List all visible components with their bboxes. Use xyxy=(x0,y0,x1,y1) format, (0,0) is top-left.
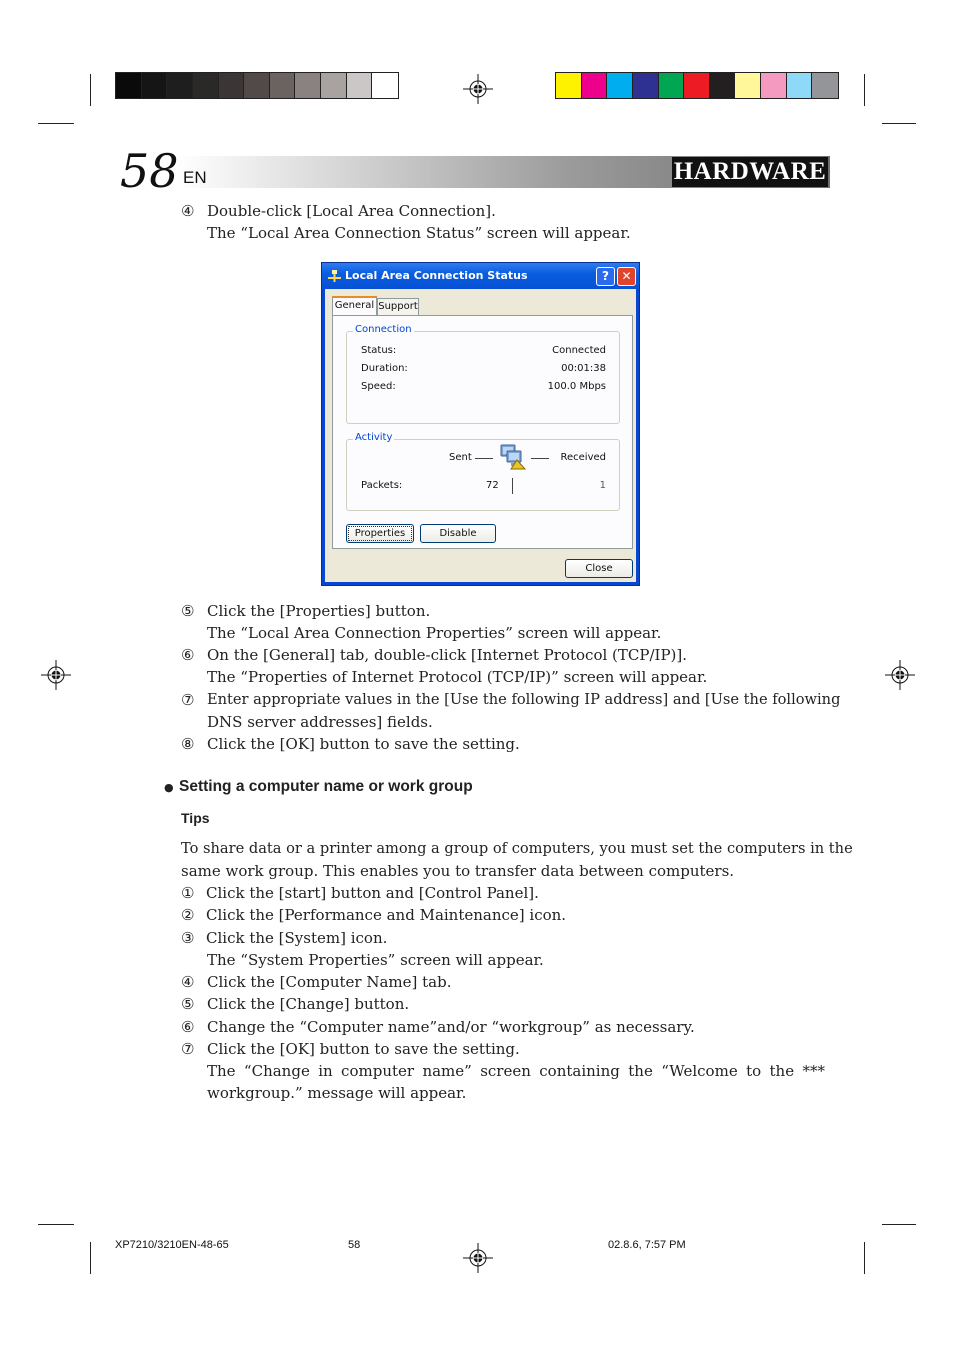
tips-label: Tips xyxy=(181,810,210,826)
tab-general[interactable]: General xyxy=(332,296,377,316)
color-swatch xyxy=(321,73,347,98)
footer-page: 58 xyxy=(348,1239,361,1251)
section-bullet: ● xyxy=(164,781,174,794)
activity-group-label: Activity xyxy=(355,432,393,443)
connection-group-label: Connection xyxy=(355,324,412,335)
packets-label: Packets: xyxy=(361,480,403,491)
step-text: The “Local Area Connection Status” screen will appear. xyxy=(207,224,631,242)
crop-mark xyxy=(882,1224,916,1225)
crop-mark xyxy=(90,74,91,106)
step-number: ④ xyxy=(181,202,195,220)
color-swatch xyxy=(270,73,296,98)
step-number: ⑦ xyxy=(181,1040,195,1058)
color-swatch xyxy=(295,73,321,98)
packets-sent-value: 72 xyxy=(486,480,499,491)
intro-text: To share data or a printer among a group of computers, you must set the computers in the xyxy=(181,840,853,857)
step-text: Enter appropriate values in the [Use the following IP address] and [Use the following xyxy=(207,691,841,708)
intro-text: same work group. This enables you to transfer data between computers. xyxy=(181,862,735,880)
page-number: 58 xyxy=(120,144,179,198)
crop-mark xyxy=(864,74,865,106)
grayscale-bar xyxy=(115,72,399,99)
step-text: The “System Properties” screen will appear. xyxy=(207,951,544,969)
close-button[interactable]: Close xyxy=(565,559,633,578)
color-swatch xyxy=(582,73,608,98)
close-window-button[interactable]: ✕ xyxy=(617,267,636,286)
crop-mark xyxy=(38,123,74,124)
speed-label: Speed: xyxy=(361,381,396,392)
step-number: ⑧ xyxy=(181,735,195,753)
registration-mark-icon xyxy=(41,660,71,690)
section-heading: Setting a computer name or work group xyxy=(179,778,473,795)
color-swatch xyxy=(633,73,659,98)
step-text: Click the [Properties] button. xyxy=(207,602,431,620)
crop-mark xyxy=(90,1242,91,1274)
color-swatch xyxy=(142,73,168,98)
tab-support[interactable]: Support xyxy=(377,298,419,316)
step-text: Click the [Computer Name] tab. xyxy=(207,973,452,991)
step-text: On the [General] tab, double-click [Internet Protocol (TCP/IP)]. xyxy=(207,646,688,664)
network-connection-icon xyxy=(327,269,342,283)
dialog-title: Local Area Connection Status xyxy=(345,269,528,282)
color-swatch xyxy=(684,73,710,98)
duration-label: Duration: xyxy=(361,363,408,374)
step-text: Click the [Performance and Maintenance] icon. xyxy=(206,906,567,924)
activity-group xyxy=(346,432,620,511)
step-text: Click the [OK] button to save the setting. xyxy=(207,1040,520,1058)
step-number: ① xyxy=(181,884,195,902)
color-swatch xyxy=(347,73,373,98)
local-area-connection-status-dialog xyxy=(321,262,640,586)
network-computers-icon xyxy=(497,443,527,471)
step-text: The “Local Area Connection Properties” screen will appear. xyxy=(207,624,662,642)
color-swatch xyxy=(219,73,245,98)
step-text: The “Properties of Internet Protocol (TCP/IP)” screen will appear. xyxy=(207,668,708,686)
step-number: ⑤ xyxy=(181,602,195,620)
color-swatch xyxy=(710,73,736,98)
color-swatch xyxy=(556,73,582,98)
step-number: ⑦ xyxy=(181,691,195,709)
color-swatch xyxy=(735,73,761,98)
step-number: ⑥ xyxy=(181,1018,195,1036)
help-button[interactable]: ? xyxy=(596,267,615,286)
section-title: HARDWARE xyxy=(673,158,827,185)
received-line xyxy=(531,458,549,459)
step-text: The “Change in computer name” screen containing the “Welcome to the *** xyxy=(207,1062,825,1080)
dialog-title-bar xyxy=(322,263,639,289)
step-number: ⑤ xyxy=(181,995,195,1013)
properties-button[interactable]: Properties xyxy=(346,524,414,543)
speed-value: 100.0 Mbps xyxy=(547,381,606,392)
received-label: Received xyxy=(560,452,606,463)
crop-mark xyxy=(38,1224,74,1225)
registration-mark-icon xyxy=(463,74,493,104)
color-swatch xyxy=(116,73,142,98)
activity-divider xyxy=(512,478,513,494)
color-swatch xyxy=(193,73,219,98)
step-text: Click the [System] icon. xyxy=(206,929,388,947)
color-swatch xyxy=(167,73,193,98)
color-swatch xyxy=(244,73,270,98)
tab-panel xyxy=(332,315,633,549)
duration-value: 00:01:38 xyxy=(561,363,606,374)
step-text: DNS server addresses] fields. xyxy=(207,713,433,731)
crop-mark xyxy=(882,123,916,124)
color-bar xyxy=(555,72,839,99)
step-number: ③ xyxy=(181,929,195,947)
sent-label: Sent xyxy=(449,452,472,463)
step-text: Click the [Change] button. xyxy=(207,995,410,1013)
step-text: Click the [OK] button to save the setting. xyxy=(207,735,520,753)
color-swatch xyxy=(787,73,813,98)
status-value: Connected xyxy=(552,345,606,356)
sent-line xyxy=(475,458,493,459)
page-language: EN xyxy=(183,168,207,187)
color-swatch xyxy=(607,73,633,98)
status-label: Status: xyxy=(361,345,397,356)
registration-mark-icon xyxy=(463,1243,493,1273)
color-swatch xyxy=(761,73,787,98)
step-text: Double-click [Local Area Connection]. xyxy=(207,202,496,220)
disable-button[interactable]: Disable xyxy=(420,524,496,543)
step-text: workgroup.” message will appear. xyxy=(207,1084,467,1102)
color-swatch xyxy=(659,73,685,98)
step-text: Change the “Computer name”and/or “workgroup” as necessary. xyxy=(207,1018,695,1036)
packets-received-value: 1 xyxy=(599,480,606,491)
color-swatch xyxy=(812,73,838,98)
step-number: ⑥ xyxy=(181,646,195,664)
footer-file: XP7210/3210EN-48-65 xyxy=(115,1239,229,1251)
footer-date: 02.8.6, 7:57 PM xyxy=(608,1239,686,1251)
connection-group xyxy=(346,324,620,424)
crop-mark xyxy=(864,1242,865,1274)
step-text: Click the [start] button and [Control Panel]. xyxy=(206,884,539,902)
step-number: ② xyxy=(181,906,195,924)
registration-mark-icon xyxy=(885,660,915,690)
step-number: ④ xyxy=(181,973,195,991)
color-swatch xyxy=(372,73,398,98)
dialog-body xyxy=(325,289,636,582)
